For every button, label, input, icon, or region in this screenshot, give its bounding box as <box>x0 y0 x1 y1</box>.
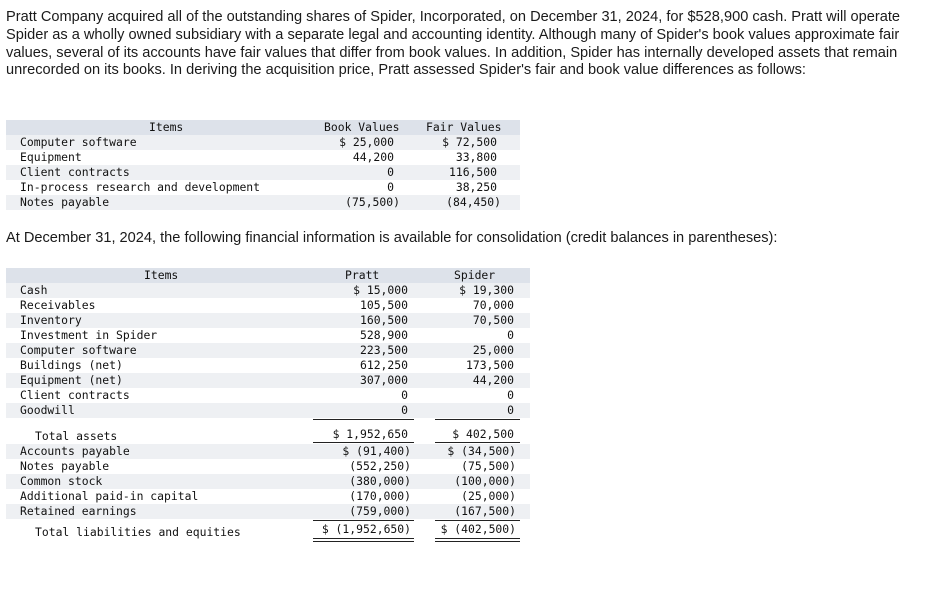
table-row <box>6 388 530 403</box>
subtotal-rule-spider <box>435 419 520 420</box>
subtotal-rule-pratt <box>313 520 414 521</box>
row-label: Inventory <box>20 313 82 327</box>
table-row <box>6 504 530 519</box>
spider-value: 70,500 <box>472 313 514 327</box>
table-row <box>6 150 520 165</box>
double-rule-spider-1 <box>435 538 520 539</box>
row-label: Client contracts <box>20 165 130 179</box>
table-row <box>6 135 520 150</box>
pratt-value: 307,000 <box>359 373 408 387</box>
row-label: Client contracts <box>20 388 130 402</box>
header-fair-values: Fair Values <box>426 120 502 134</box>
intro-paragraph: Pratt Company acquired all of the outstanding shares of Spider, Incorporated, on December 31, 2024, for $528,900 cash. Pratt will operate Spider as a wholly owned subsidiary with a separate legal and accounting identity. Although many of Spider's book values approximate fair values, several of its accounts have fair values that differ from book values. In addition, Spider has internally developed assets that remain unrecorded on its books. In deriving the acquisition price, Pratt assessed Spider's fair and book value differences as follows: <box>6 9 900 79</box>
header-book-values: Book Values <box>324 120 400 134</box>
spider-value: 173,500 <box>465 358 514 372</box>
header-spider: Spider <box>454 268 496 282</box>
row-label: Total liabilities and equities <box>35 525 241 539</box>
double-rule-spider-2 <box>435 541 520 542</box>
table-row <box>6 444 530 459</box>
double-rule-spider-1 <box>435 442 520 443</box>
book-value: 44,200 <box>352 150 394 164</box>
pratt-value: (552,250) <box>349 459 411 473</box>
table-header-row <box>6 120 520 135</box>
subtotal-rule-spider <box>435 520 520 521</box>
row-label: Common stock <box>20 474 103 488</box>
pratt-value: $ (91,400) <box>342 444 411 458</box>
table-row <box>6 298 530 313</box>
table-row <box>6 474 530 489</box>
row-label: Equipment (net) <box>20 373 123 387</box>
fair-value: 38,250 <box>455 180 497 194</box>
fair-value: 116,500 <box>448 165 497 179</box>
pratt-value: 105,500 <box>359 298 408 312</box>
row-label: Additional paid-in capital <box>20 489 199 503</box>
pratt-value: 0 <box>401 403 408 417</box>
spider-value: $ (402,500) <box>440 522 516 536</box>
row-label: Computer software <box>20 343 137 357</box>
spider-value: 70,000 <box>472 298 514 312</box>
spider-value: (167,500) <box>454 504 516 518</box>
spider-value: 0 <box>507 388 514 402</box>
pratt-value: (170,000) <box>349 489 411 503</box>
pratt-value: $ 15,000 <box>353 283 408 297</box>
header-items: Items <box>144 268 179 282</box>
fair-value: (84,450) <box>446 195 501 209</box>
table-row <box>6 328 530 343</box>
row-label: Total assets <box>35 429 118 443</box>
book-value: 0 <box>387 165 394 179</box>
table-row <box>6 343 530 358</box>
pratt-value: 528,900 <box>359 328 408 342</box>
spider-value: $ 19,300 <box>459 283 514 297</box>
double-rule-pratt-1 <box>313 442 414 443</box>
spider-value: 0 <box>507 403 514 417</box>
pratt-value: $ (1,952,650) <box>321 522 411 536</box>
row-label: Computer software <box>20 135 137 149</box>
spider-value: 0 <box>507 328 514 342</box>
double-rule-pratt-1 <box>313 538 414 539</box>
row-label: In-process research and development <box>20 180 261 194</box>
row-label: Accounts payable <box>20 444 130 458</box>
double-rule-pratt-2 <box>313 541 414 542</box>
header-pratt: Pratt <box>345 268 380 282</box>
table-row <box>6 283 530 298</box>
spider-value: (100,000) <box>454 474 516 488</box>
row-label: Buildings (net) <box>20 358 123 372</box>
pratt-value: (380,000) <box>349 474 411 488</box>
book-value: 0 <box>387 180 394 194</box>
spider-value: $ (34,500) <box>447 444 516 458</box>
fair-value: $ 72,500 <box>442 135 497 149</box>
pratt-value: $ 1,952,650 <box>332 427 408 441</box>
row-label: Notes payable <box>20 459 110 473</box>
consolidation-table <box>6 268 530 548</box>
header-items: Items <box>149 120 184 134</box>
spider-value: (75,500) <box>461 459 516 473</box>
book-value: $ 25,000 <box>339 135 394 149</box>
row-label: Equipment <box>20 150 82 164</box>
table-row <box>6 403 530 418</box>
row-label: Goodwill <box>20 403 75 417</box>
fair-value: 33,800 <box>455 150 497 164</box>
pratt-value: 160,500 <box>359 313 408 327</box>
pratt-value: (759,000) <box>349 504 411 518</box>
subtotal-rule-pratt <box>313 419 414 420</box>
table-row <box>6 489 530 504</box>
spider-value: 25,000 <box>472 343 514 357</box>
row-label: Investment in Spider <box>20 328 158 342</box>
table-row <box>6 358 530 373</box>
row-label: Receivables <box>20 298 96 312</box>
middle-paragraph: At December 31, 2024, the following financial information is available for consolidation (credit balances in parentheses): <box>6 230 778 246</box>
pratt-value: 223,500 <box>359 343 408 357</box>
table-row <box>6 180 520 195</box>
spider-value: (25,000) <box>461 489 516 503</box>
row-label: Retained earnings <box>20 504 137 518</box>
spider-value: $ 402,500 <box>452 427 514 441</box>
table-row <box>6 373 530 388</box>
pratt-value: 612,250 <box>359 358 408 372</box>
spider-value: 44,200 <box>472 373 514 387</box>
table-row <box>6 195 520 210</box>
book-value: (75,500) <box>345 195 400 209</box>
pratt-value: 0 <box>401 388 408 402</box>
table-header-row <box>6 268 530 283</box>
table-row <box>6 165 520 180</box>
row-label: Notes payable <box>20 195 110 209</box>
row-label: Cash <box>20 283 48 297</box>
table-row <box>6 459 530 474</box>
table-row <box>6 313 530 328</box>
fair-value-table <box>6 120 520 212</box>
